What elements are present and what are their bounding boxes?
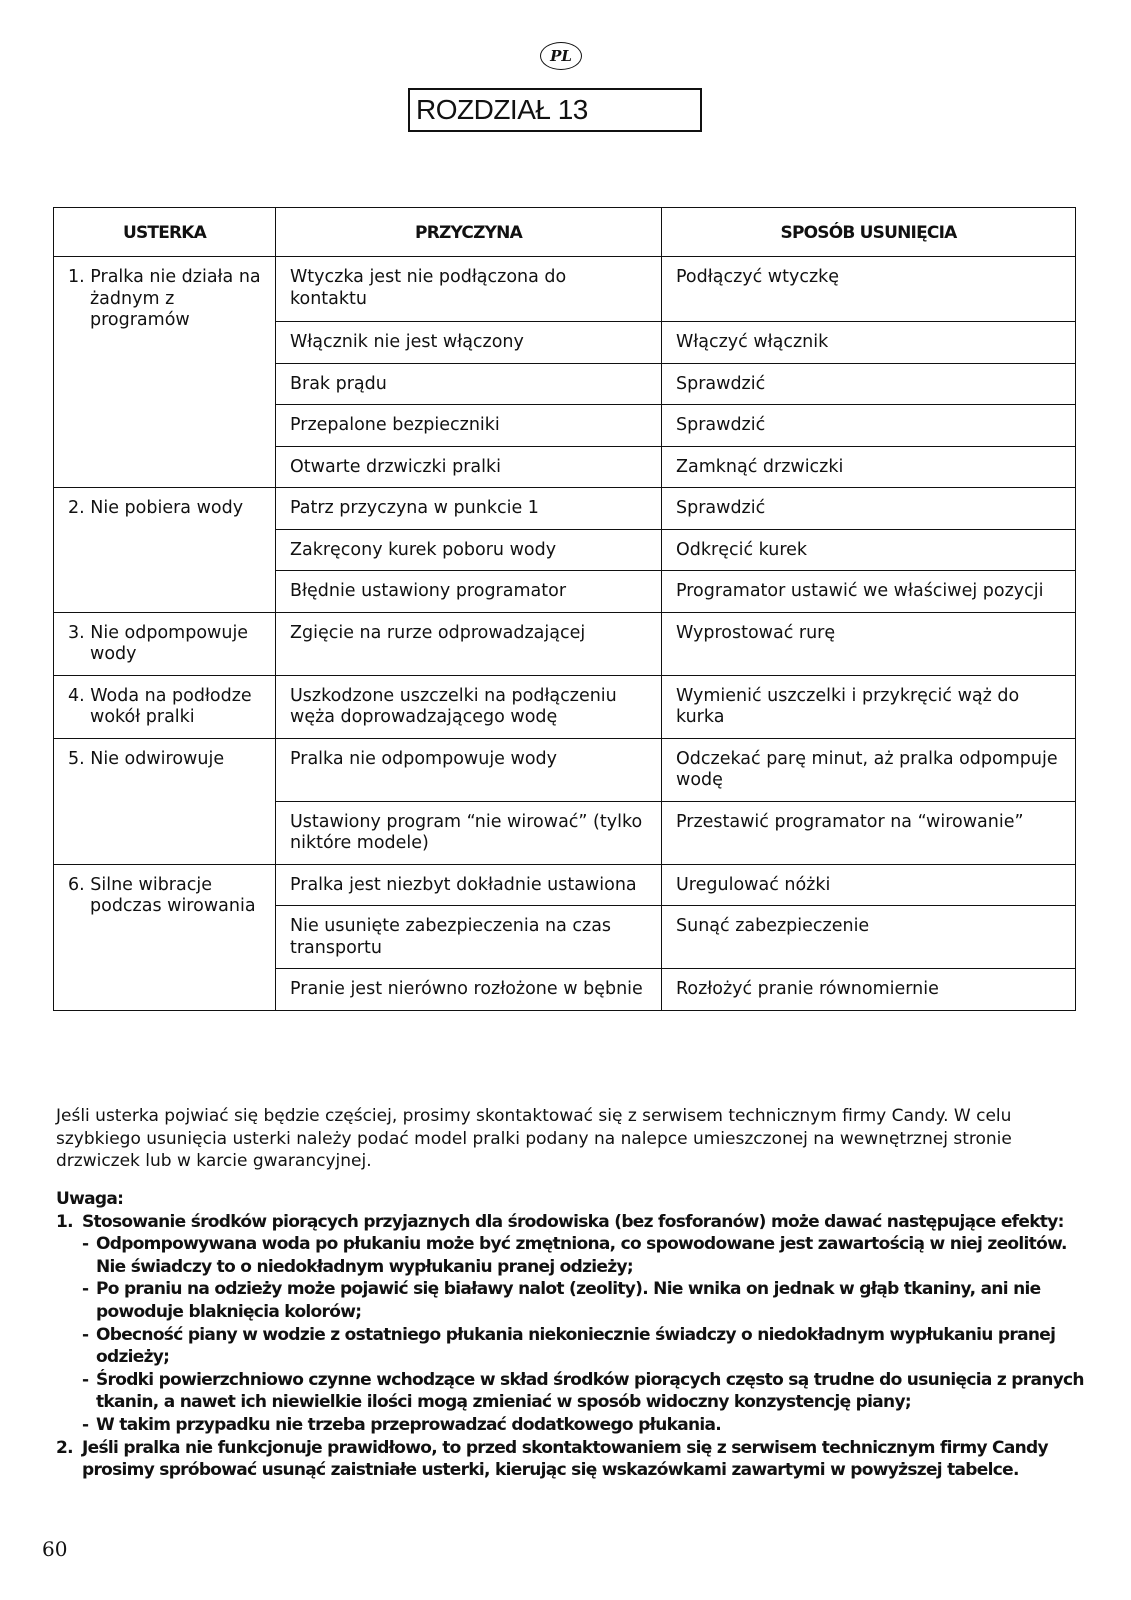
remedy-cell: Sunąć zabezpieczenie [662,906,1076,969]
cause-cell: Uszkodzone uszczelki na podłączeniu węża doprowadzającego wodę [276,675,662,738]
note-text: Stosowanie środków piorących przyjaznych dla środowiska (bez fosforanów) może dawać następujące efekty: [82,1211,1064,1232]
fault-text: 3. Nie odpompowuje wody [68,622,249,664]
remedy-cell: Sprawdzić [662,363,1076,405]
fault-cell [54,675,276,738]
chapter-title: ROZDZIAŁ 13 [408,88,702,132]
remedy-cell: Odczekać parę minut, aż pralka odpompuje wodę [662,738,1076,801]
page-number: 60 [42,1537,68,1561]
note-subitem: - Odpompowywana woda po płukaniu może być zmętniona, co spowodowane jest zawartością w niej zeolitów. Nie świadczy to o niedokładnym wypłukaniu pranej odzieży; [82,1233,1086,1278]
table-row [54,257,1076,322]
fault-cell [54,864,276,1010]
note-item [56,1211,1086,1437]
column-header-remedy: SPOSÓB USUNIĘCIA [662,208,1076,257]
service-contact-paragraph: Jeśli usterka pojwiać się będzie częściej, prosimy skontaktować się z serwisem technicznym firmy Candy. W celu szybkiego usunięcia usterki należy podać model pralki podany na nalepce umieszczonej na wewnętrznej stronie drzwiczek lub w karcie gwarancyjnej. [56,1106,1012,1171]
fault-cell [54,612,276,675]
table-row [54,675,1076,738]
table-header-row [54,208,1076,257]
fault-text: 6. Silne wibracje podczas wirowania [68,874,256,916]
remedy-cell: Programator ustawić we właściwej pozycji [662,571,1076,613]
notes-title: Uwaga: [56,1189,124,1209]
remedy-cell: Rozłożyć pranie równomiernie [662,969,1076,1011]
remedy-cell: Podłączyć wtyczkę [662,257,1076,322]
fault-text: 4. Woda na podłodze wokół pralki [68,685,252,727]
table-row [54,488,1076,530]
table-row [54,864,1076,906]
column-header-cause: PRZYCZYNA [276,208,662,257]
notes-list [56,1211,1086,1482]
cause-cell: Otwarte drzwiczki pralki [276,446,662,488]
remedy-cell: Wymienić uszczelki i przykręcić wąż do kurka [662,675,1076,738]
fault-cell [54,488,276,613]
note-number: 2. [56,1437,73,1458]
language-badge: PL [540,42,582,70]
cause-cell: Pralka jest niezbyt dokładnie ustawiona [276,864,662,906]
cause-cell: Pranie jest nierówno rozłożone w bębnie [276,969,662,1011]
remedy-cell: Włączyć włącznik [662,322,1076,364]
fault-text: 2. Nie pobiera wody [68,498,244,518]
remedy-cell: Sprawdzić [662,488,1076,530]
table-body [54,257,1076,1011]
cause-cell: Przepalone bezpieczniki [276,405,662,447]
cause-cell: Ustawiony program “nie wirować” (tylko niktóre modele) [276,801,662,864]
fault-text: 1. Pralka nie działa na żadnym z programów [68,267,261,330]
table-row [54,738,1076,801]
cause-cell: Wtyczka jest nie podłączona do kontaktu [276,257,662,322]
note-subitem: - Obecność piany w wodzie z ostatniego płukania niekoniecznie świadczy o niedokładnym wypłukaniu pranej odzieży; [82,1324,1086,1369]
note-number: 1. [56,1211,73,1232]
notes-section [56,1188,1086,1482]
fault-cell [54,738,276,864]
cause-cell: Błędnie ustawiony programator [276,571,662,613]
cause-cell: Nie usunięte zabezpieczenia na czas transportu [276,906,662,969]
cause-cell: Włącznik nie jest włączony [276,322,662,364]
cause-cell: Zakręcony kurek poboru wody [276,529,662,571]
remedy-cell: Odkręcić kurek [662,529,1076,571]
note-subitem: - Po praniu na odzieży może pojawić się białawy nalot (zeolity). Nie wnika on jednak w głąb tkaniny, ani nie powoduje blaknięcia kolorów; [82,1278,1086,1323]
note-item [56,1437,1086,1482]
note-subitem: - Środki powierzchniowo czynne wchodzące w skład środków piorących często są trudne do usunięcia z pranych tkanin, a nawet ich niewielkie ilości mogą zmieniać w sposób widoczny konzystencję piany; [82,1369,1086,1414]
note-sublist [82,1233,1086,1436]
remedy-cell: Przestawić programator na “wirowanie” [662,801,1076,864]
remedy-cell: Wyprostować rurę [662,612,1076,675]
troubleshooting-table [53,207,1076,1011]
column-header-fault: USTERKA [54,208,276,257]
cause-cell: Brak prądu [276,363,662,405]
table-row [54,612,1076,675]
cause-cell: Pralka nie odpompowuje wody [276,738,662,801]
remedy-cell: Uregulować nóżki [662,864,1076,906]
remedy-cell: Sprawdzić [662,405,1076,447]
cause-cell: Patrz przyczyna w punkcie 1 [276,488,662,530]
fault-text: 5. Nie odwirowuje [68,748,225,769]
note-text: Jeśli pralka nie funkcjonuje prawidłowo, to przed skontaktowaniem się z serwisem technicznym firmy Candy prosimy spróbować usunąć zaistniałe usterki, kierując się wskazówkami zawartymi w powyższej tabelce. [82,1437,1048,1481]
cause-cell: Zgięcie na rurze odprowadzającej [276,612,662,675]
note-subitem: - W takim przypadku nie trzeba przeprowadzać dodatkowego płukania. [82,1414,1086,1437]
remedy-cell: Zamknąć drzwiczki [662,446,1076,488]
fault-cell [54,257,276,488]
